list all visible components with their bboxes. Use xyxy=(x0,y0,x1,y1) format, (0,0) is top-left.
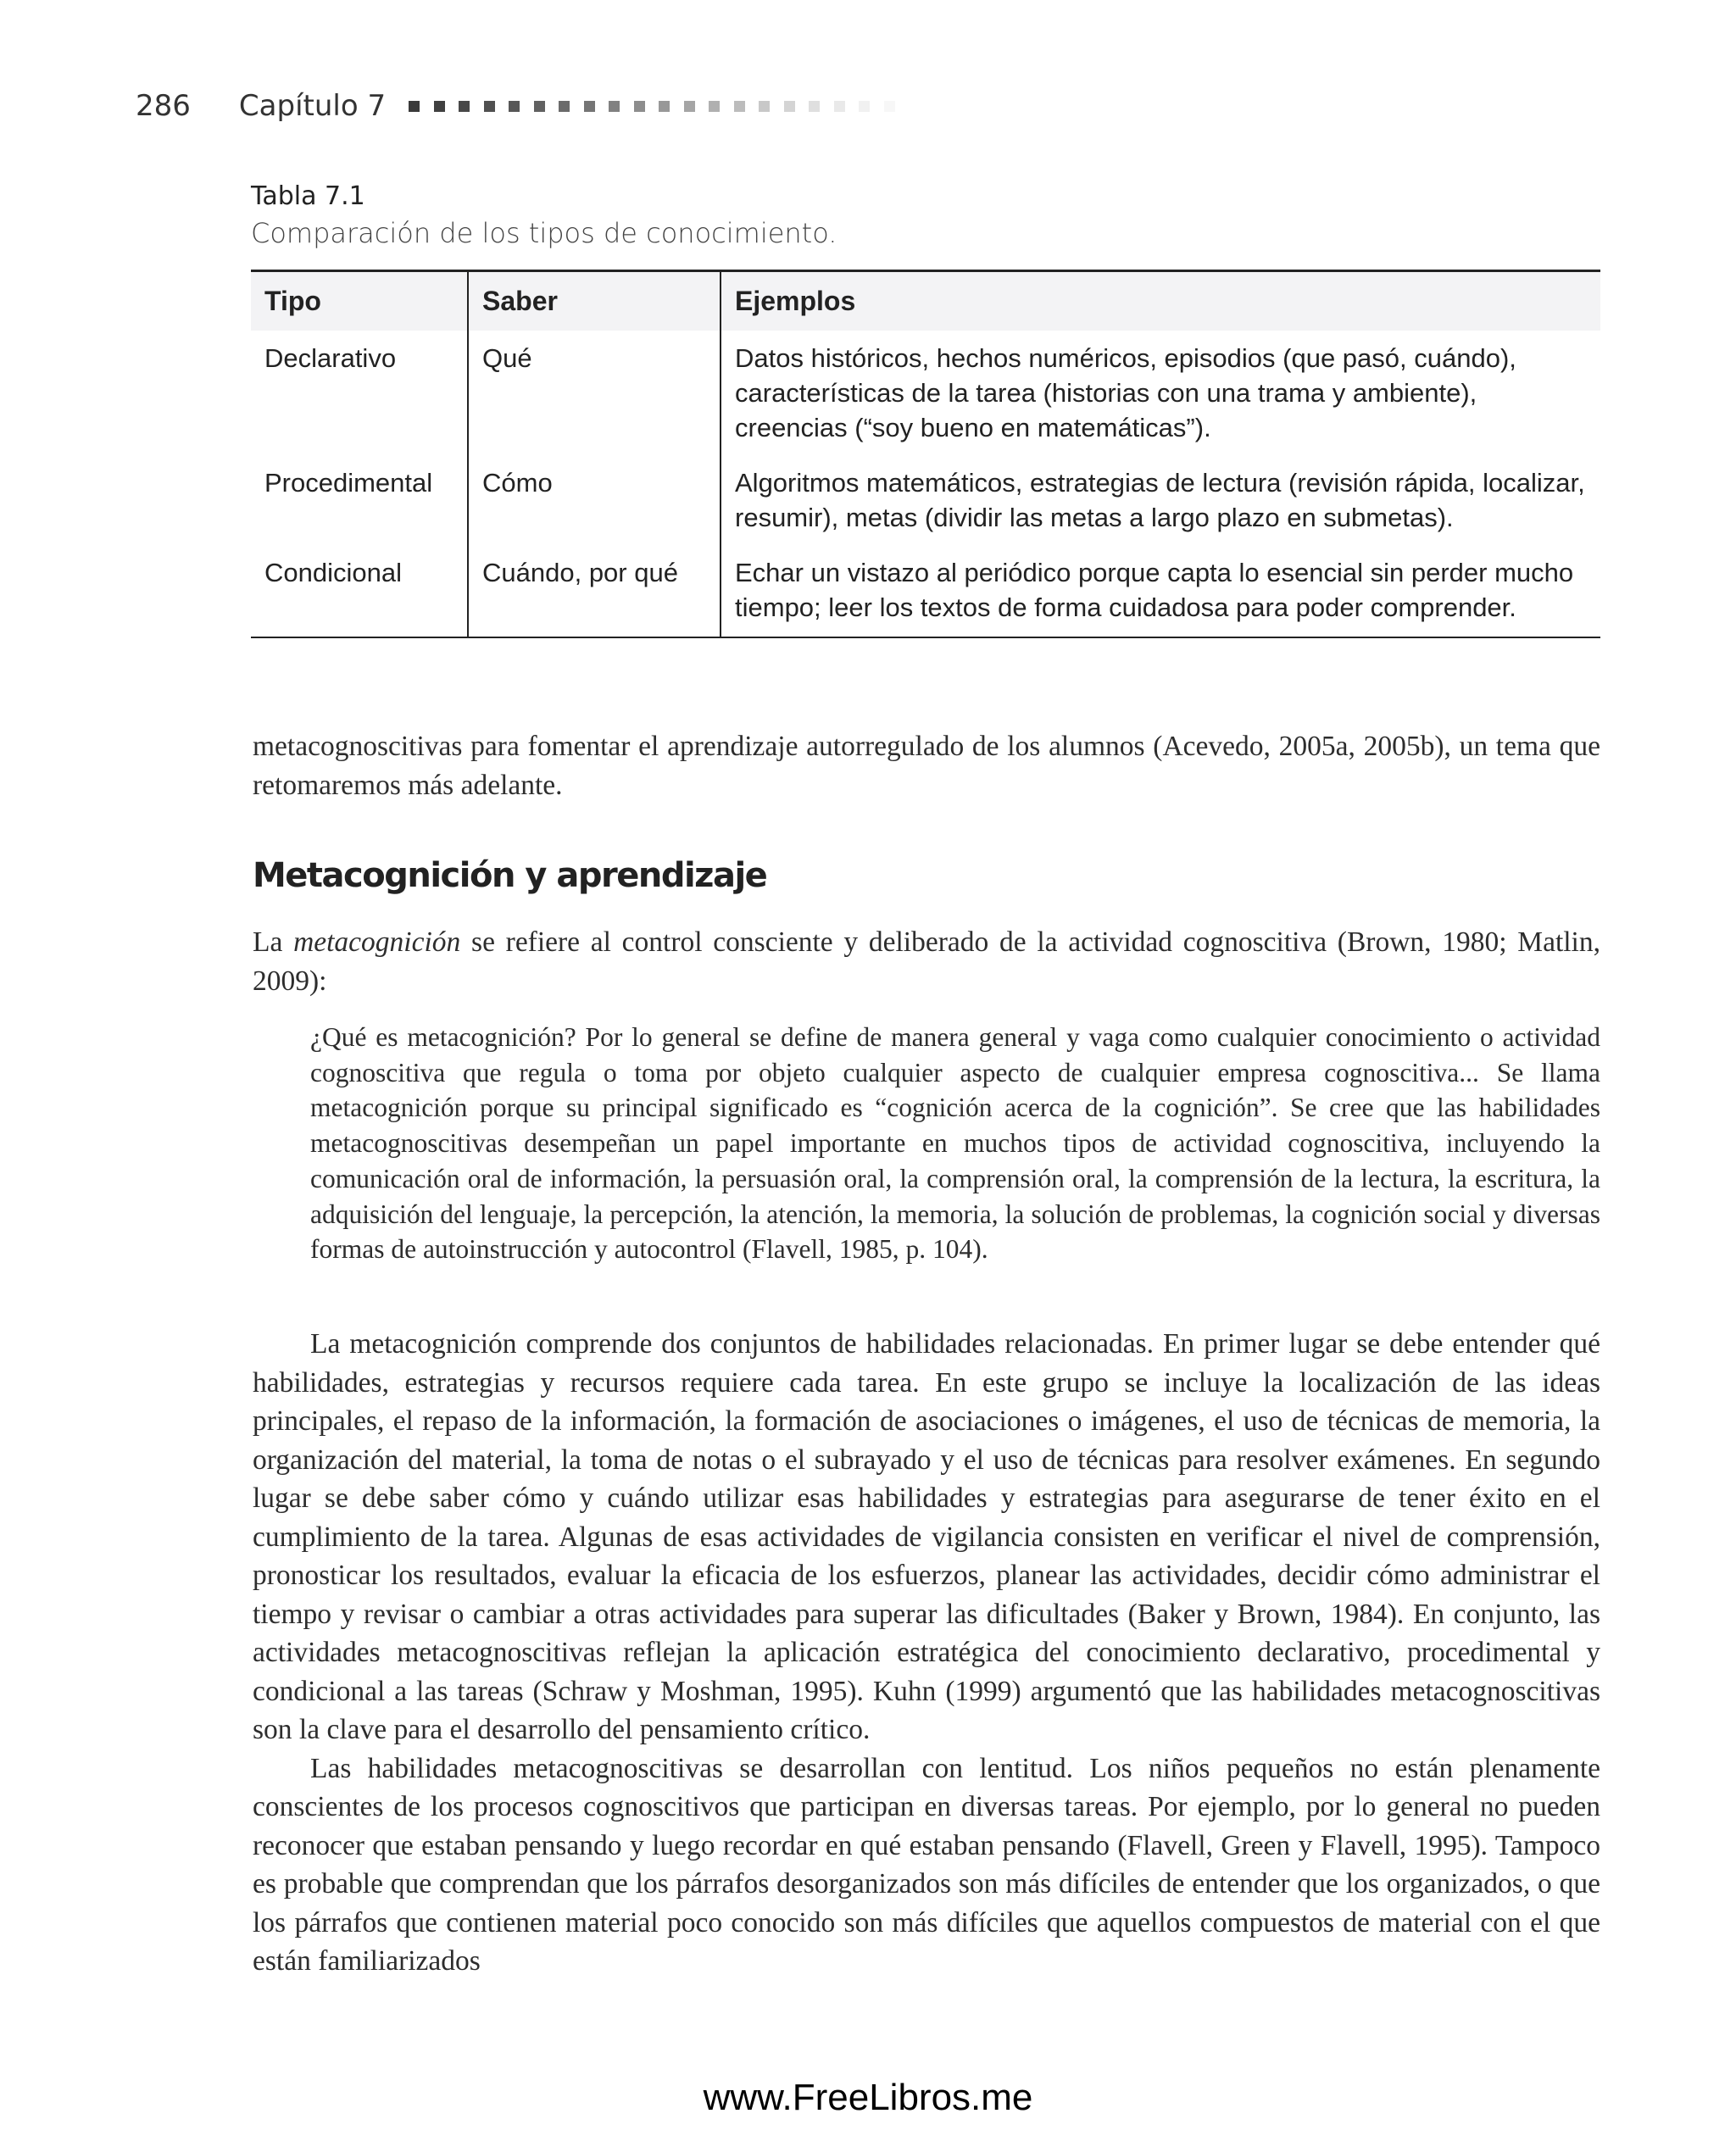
table-cell: Procedimental xyxy=(251,455,468,545)
intro-term: metacognición xyxy=(293,926,461,958)
intro-text: se refiere al control consciente y deliberado de la actividad cognoscitiva (Brown, 1980; Matlin, 2009): xyxy=(253,926,1600,997)
running-head xyxy=(136,85,895,127)
paragraph: La metacognición comprende dos conjuntos de habilidades relacionadas. En primer lugar se debe entender qué habilidades, estrategias y recursos requiere cada tarea. En este grupo se incluye la localización de las ideas principales, el repaso de la información, la formación de asociaciones o imágenes, el uso de técnicas de memoria, la organización del material, la toma de notas o el subrayado y el uso de técnicas para resolver exámenes. En segundo lugar se debe saber cómo y cuándo utilizar esas habilidades y estrategias para asegurarse de tener éxito en el cumplimiento de la tarea. Algunas de esas actividades de vigilancia consisten en verificar el nivel de comprensión, pronosticar los resultados, evaluar la eficacia de los esfuerzos, planear las actividades, decidir cómo administrar el tiempo y revisar o cambiar a otras actividades para superar las dificultades (Baker y Brown, 1984). En conjunto, las actividades metacognoscitivas reflejan la aplicación estratégica del conocimiento declarativo, procedimental y condicional a las tareas (Schraw y Moshman, 1995). Kuhn (1999) argumentó que las habilidades metacognoscitivas son la clave para el desarrollo del pensamiento crítico. xyxy=(253,1328,1600,1745)
table-cell: Qué xyxy=(468,331,721,455)
table-cell: Declarativo xyxy=(251,331,468,455)
block-quote xyxy=(310,1020,1600,1267)
column-header-ejemplos: Ejemplos xyxy=(721,271,1600,331)
table-row xyxy=(251,455,1600,545)
paragraph: metacognoscitivas para fomentar el aprendizaje autorregulado de los alumnos (Acevedo, 2005a, 2005b), un tema que retomaremos más adelante. xyxy=(253,731,1600,801)
table-label: Tabla 7.1 xyxy=(251,181,365,211)
body-paragraphs xyxy=(253,1325,1600,1981)
table-cell: Condicional xyxy=(251,545,468,637)
intro-paragraph xyxy=(253,923,1600,1000)
knowledge-types-table xyxy=(251,270,1600,638)
knowledge-table-block xyxy=(251,180,1600,638)
footer-url: www.FreeLibros.me xyxy=(703,2077,1033,2118)
table-header-row xyxy=(251,271,1600,331)
table-row xyxy=(251,545,1600,637)
column-header-saber: Saber xyxy=(468,271,721,331)
quote-text: ¿Qué es metacognición? Por lo general se define de manera general y vaga como cualquier conocimiento o actividad cognoscitiva que regula o toma por objeto cualquier aspecto de cualquier empresa cognoscitiva... Se llama metacognición porque su principal significado es “cognición acerca de la cognición”. Se cree que las habilidades metacognoscitivas desempeñan un papel importante en muchos tipos de actividad cognoscitiva, incluyendo la comunicación oral de información, la persuasión oral, la comprensión oral, la comprensión de la lectura, la escritura, la adquisición del lenguaje, la percepción, la atención, la memoria, la solución de problemas, la cognición social y diversas formas de autoinstrucción y autocontrol (Flavell, 1985, p. 104). xyxy=(310,1022,1600,1265)
table-row xyxy=(251,331,1600,455)
page-number: 286 xyxy=(136,89,191,123)
table-cell: Cuándo, por qué xyxy=(468,545,721,637)
chapter-title: Capítulo 7 xyxy=(238,89,387,123)
paragraph xyxy=(253,923,1600,1000)
table-cell: Cómo xyxy=(468,455,721,545)
table-cell: Datos históricos, hechos numéricos, episodios (que pasó, cuándo), características de la tarea (historias con una trama y ambiente), creencias (“soy bueno en matemáticas”). xyxy=(735,343,1516,442)
continuation-paragraph xyxy=(253,727,1600,804)
intro-text: La xyxy=(253,926,294,958)
table-cell: Algoritmos matemáticos, estrategias de lectura (revisión rápida, localizar, resumir), metas (dividir las metas a largo plazo en submetas). xyxy=(735,468,1585,532)
section-heading: Metacognición y aprendizaje xyxy=(253,856,767,895)
column-header-tipo: Tipo xyxy=(251,271,468,331)
table-cell: Echar un vistazo al periódico porque capta lo esencial sin perder mucho tiempo; leer los textos de forma cuidadosa para poder comprender. xyxy=(735,558,1574,622)
paragraph: Las habilidades metacognoscitivas se desarrollan con lentitud. Los niños pequeños no están plenamente conscientes de los procesos cognoscitivos que participan en diversas tareas. Por ejemplo, por lo general no pueden reconocer que estaban pensando y luego recordar en qué estaban pensando (Flavell, Green y Flavell, 1995). Tampoco es probable que comprendan que los párrafos desorganizados son más difíciles de entender que los organizados, o que los párrafos que contienen material poco conocido son más difíciles que aquellos compuestos de material con el que están familiarizados xyxy=(253,1752,1600,1977)
table-caption: Comparación de los tipos de conocimiento. xyxy=(251,217,837,249)
decorative-dots xyxy=(409,101,895,112)
